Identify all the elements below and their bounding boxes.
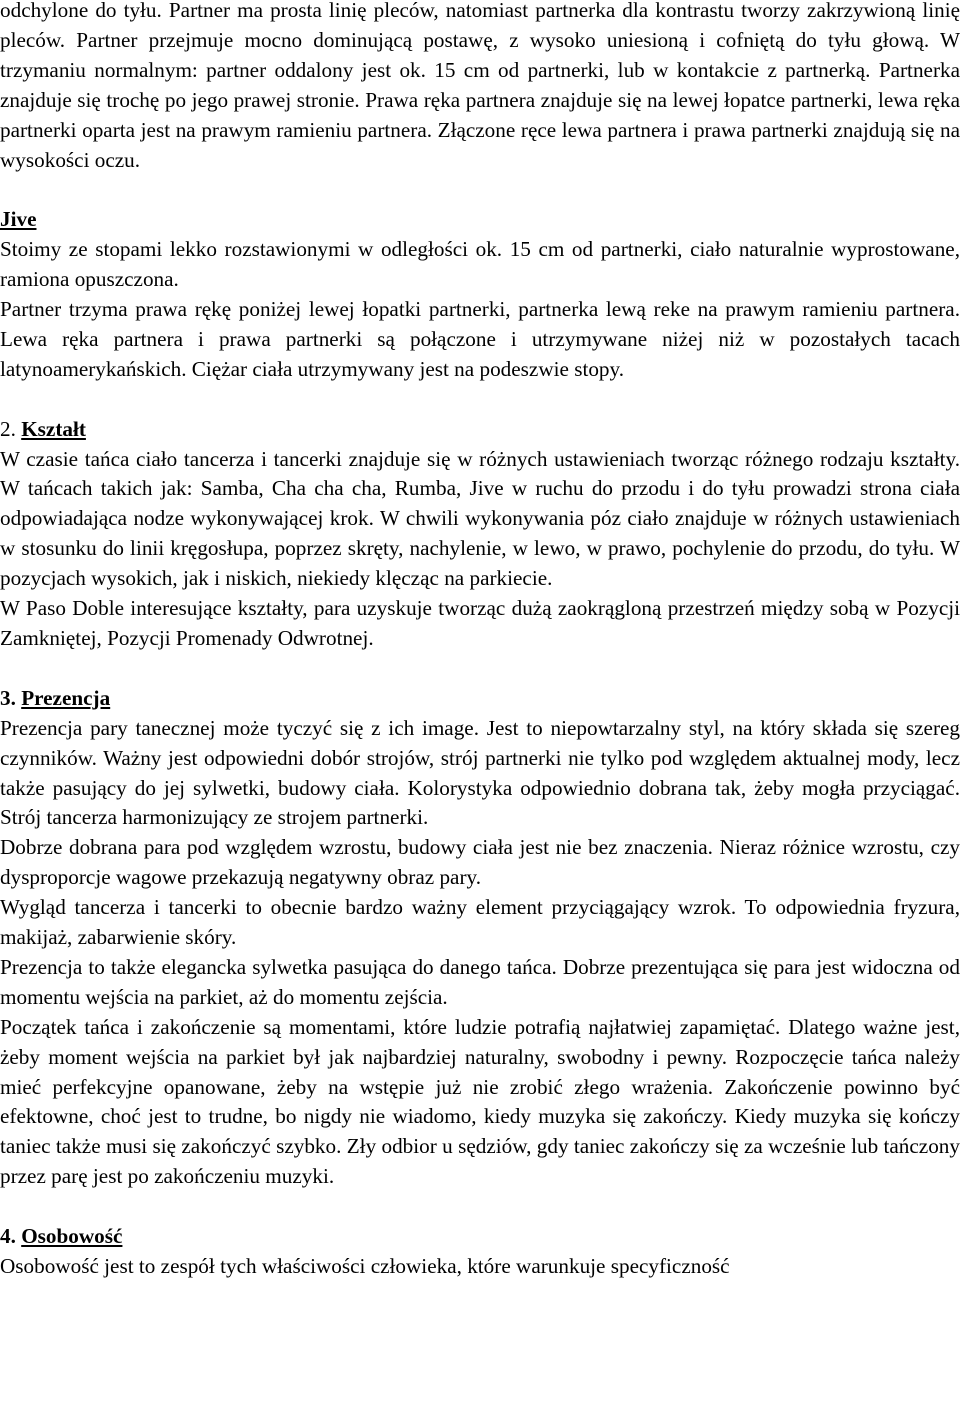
jive-paragraph-1: Stoimy ze stopami lekko rozstawionymi w odległości ok. 15 cm od partnerki, ciało naturalnie wyprostowane, ramiona opuszczona. bbox=[0, 237, 960, 292]
spacer bbox=[0, 1192, 960, 1222]
section-2-heading bbox=[0, 415, 960, 445]
section-3-paragraph-4: Prezencja to także elegancka sylwetka pasująca do danego tańca. Dobrze prezentująca się para jest widoczna od momentu wejścia na parkiet, aż do momentu zejścia. bbox=[0, 954, 960, 1009]
section-2-number: 2. bbox=[0, 416, 16, 441]
section-3-heading bbox=[0, 684, 960, 714]
section-2-title: Kształt bbox=[21, 416, 86, 441]
section-3-number: 3. bbox=[0, 685, 16, 710]
jive-paragraph-2: Partner trzyma prawa rękę poniżej lewej łopatki partnerki, partnerka lewą reke na prawym ramieniu partnera. Lewa ręka partnera i prawa partnerki są połączone i utrzymywane niżej niż w pozostałych tacach latynoamerykańskich. Ciężar ciała utrzymywany jest na podeszwie stopy. bbox=[0, 297, 960, 381]
spacer bbox=[0, 175, 960, 205]
section-4-number: 4. bbox=[0, 1224, 16, 1249]
section-3-paragraph-5: Początek tańca i zakończenie są momentami, które ludzie potrafią najłatwiej zapamiętać. Dlatego ważne jest, żeby moment wejścia na parkiet był jak najbardziej naturalny, swobodny i pewny. Rozpoczęcie tańca należy mieć perfekcyjne opanowane, żeby na wstępie już nie zrobić złego wrażenia. Zakończenie powinno być efektowne, choć jest to trudne, bo nigdy nie wiadomo, kiedy muzyka się zakończy. Kiedy muzyka się kończy taniec także musi się zakończyć szybko. Zły odbior u sędziów, gdy taniec zakończy się za wcześnie lub tańczony przez parę jest po zakończeniu muzyki. bbox=[0, 1014, 960, 1189]
section-4-heading bbox=[0, 1222, 960, 1252]
section-3-paragraph-3: Wygląd tancerza i tancerki to obecnie bardzo ważny element przyciągający wzrok. To odpowiednia fryzura, makijaż, zabarwienie skóry. bbox=[0, 895, 960, 950]
section-3-paragraph-1: Prezencja pary tanecznej może tyczyć się z ich image. Jest to niepowtarzalny styl, na który składa się szereg czynników. Ważny jest odpowiedni dobór strojów, strój partnerki nie tylko pod względem aktualnej mody, lecz także pasujący do jej sylwetki, budowy ciała. Kolorystyka odpowiednio dobrana tak, żeby mogła przyciągać. Strój tancerza harmonizujący ze strojem partnerki. bbox=[0, 715, 960, 830]
section-4-title: Osobowość bbox=[21, 1224, 123, 1249]
section-3-paragraph-2: Dobrze dobrana para pod względem wzrostu, budowy ciała jest nie bez znaczenia. Nieraz różnice wzrostu, czy dysproporcje wagowe przekazują negatywny obraz pary. bbox=[0, 835, 960, 890]
jive-heading: Jive bbox=[0, 207, 37, 232]
spacer bbox=[0, 654, 960, 684]
intro-paragraph: odchylone do tyłu. Partner ma prosta linię pleców, natomiast partnerka dla kontrastu tworzy zakrzywioną linię pleców. Partner przejmuje mocno dominującą postawę, z wysoko uniesioną i cofniętą do tyłu głową. W trzymaniu normalnym: partner oddalony jest ok. 15 cm od partnerki, lub w kontakcie z partnerką. Partnerka znajduje się trochę po jego prawej stronie. Prawa ręka partnera znajduje się na lewej łopatce partnerki, lewa ręka partnerki oparta jest na prawym ramieniu partnera. Złączone ręce lewa partnera i prawa partnerki znajdują się na wysokości oczu. bbox=[0, 0, 960, 172]
section-2-paragraph-2: W Paso Doble interesujące kształty, para uzyskuje tworząc dużą zaokrągloną przestrzeń między sobą w Pozycji Zamkniętej, Pozycji Promenady Odwrotnej. bbox=[0, 596, 960, 650]
section-4-paragraph-1: Osobowość jest to zespół tych właściwości człowieka, które warunkuje specyficzność bbox=[0, 1254, 730, 1278]
spacer bbox=[0, 385, 960, 415]
section-3-title: Prezencja bbox=[21, 685, 111, 710]
section-2-paragraph-1: W czasie tańca ciało tancerza i tancerki znajduje się w różnych ustawieniach tworząc różnego rodzaju kształty. W tańcach takich jak: Samba, Cha cha cha, Rumba, Jive w ruchu do przodu i do tyłu prowadzi strona ciała odpowiadająca nodze wykonywającej krok. W chwili wykonywania póz ciało znajduje w różnych ustawieniach w stosunku do linii kręgosłupa, poprzez skręty, nachylenie, w lewo, w prawo, pochylenie do przodu, do tyłu. W pozycjach wysokich, jak i niskich, niekiedy klęcząc na parkiecie. bbox=[0, 446, 960, 591]
